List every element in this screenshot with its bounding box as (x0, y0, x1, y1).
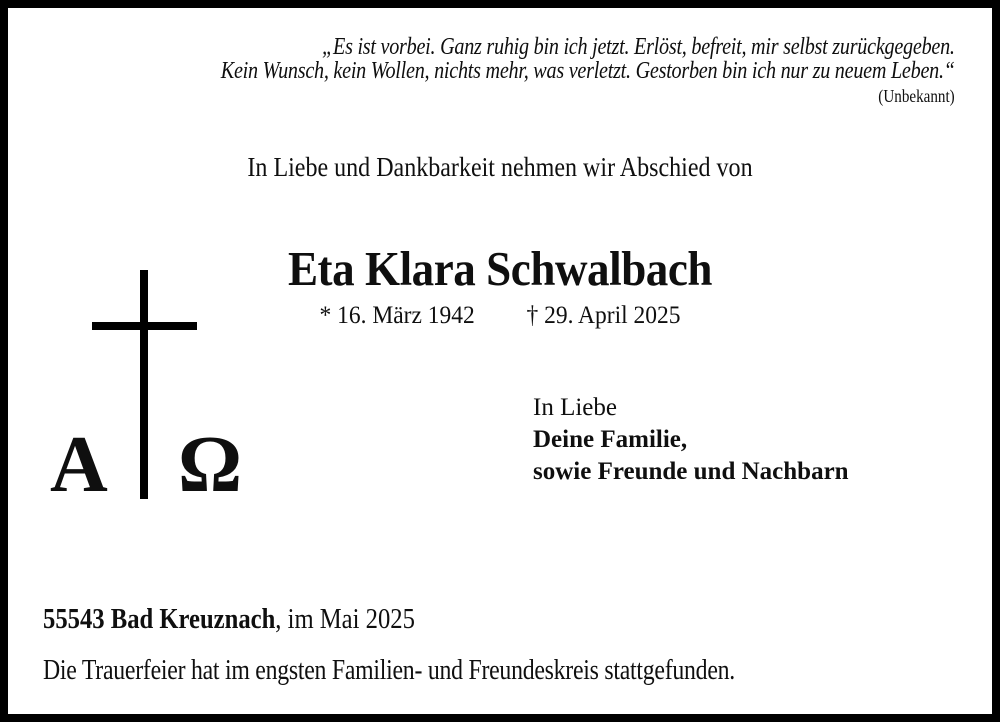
date-part: , im Mai 2025 (275, 604, 415, 635)
funeral-notice: Die Trauerfeier hat im engsten Familien- und Freundeskreis stattgefunden. (43, 654, 735, 686)
birth-date: * 16. März 1942 (319, 302, 475, 329)
deceased-name: Eta Klara Schwalbach (287, 241, 713, 296)
cross-horizontal-bar (92, 322, 197, 330)
intro-line: In Liebe und Dankbarkeit nehmen wir Abschied von (247, 152, 753, 182)
place-name: 55543 Bad Kreuznach (43, 604, 276, 635)
quote-line-2: Kein Wunsch, kein Wollen, nichts mehr, was verletzt. Gestorben bin ich nur zu neuem Leben.“ (221, 57, 955, 84)
farewell-family: Deine Familie, (533, 426, 688, 453)
memorial-quote (221, 36, 955, 110)
farewell-friends: sowie Freunde und Nachbarn (533, 458, 849, 485)
farewell-block (533, 392, 849, 488)
quote-attribution: (Unbekannt) (878, 86, 955, 106)
alpha-symbol: A (50, 421, 108, 509)
place-date-line (43, 604, 415, 636)
farewell-in-liebe: In Liebe (533, 394, 617, 421)
quote-line-1: „Es ist vorbei. Ganz ruhig bin ich jetzt. Erlöst, befreit, mir selbst zurückgegeben. (322, 34, 956, 60)
cross-vertical-bar (140, 270, 148, 499)
omega-symbol: Ω (178, 421, 243, 509)
death-date: † 29. April 2025 (526, 302, 681, 329)
